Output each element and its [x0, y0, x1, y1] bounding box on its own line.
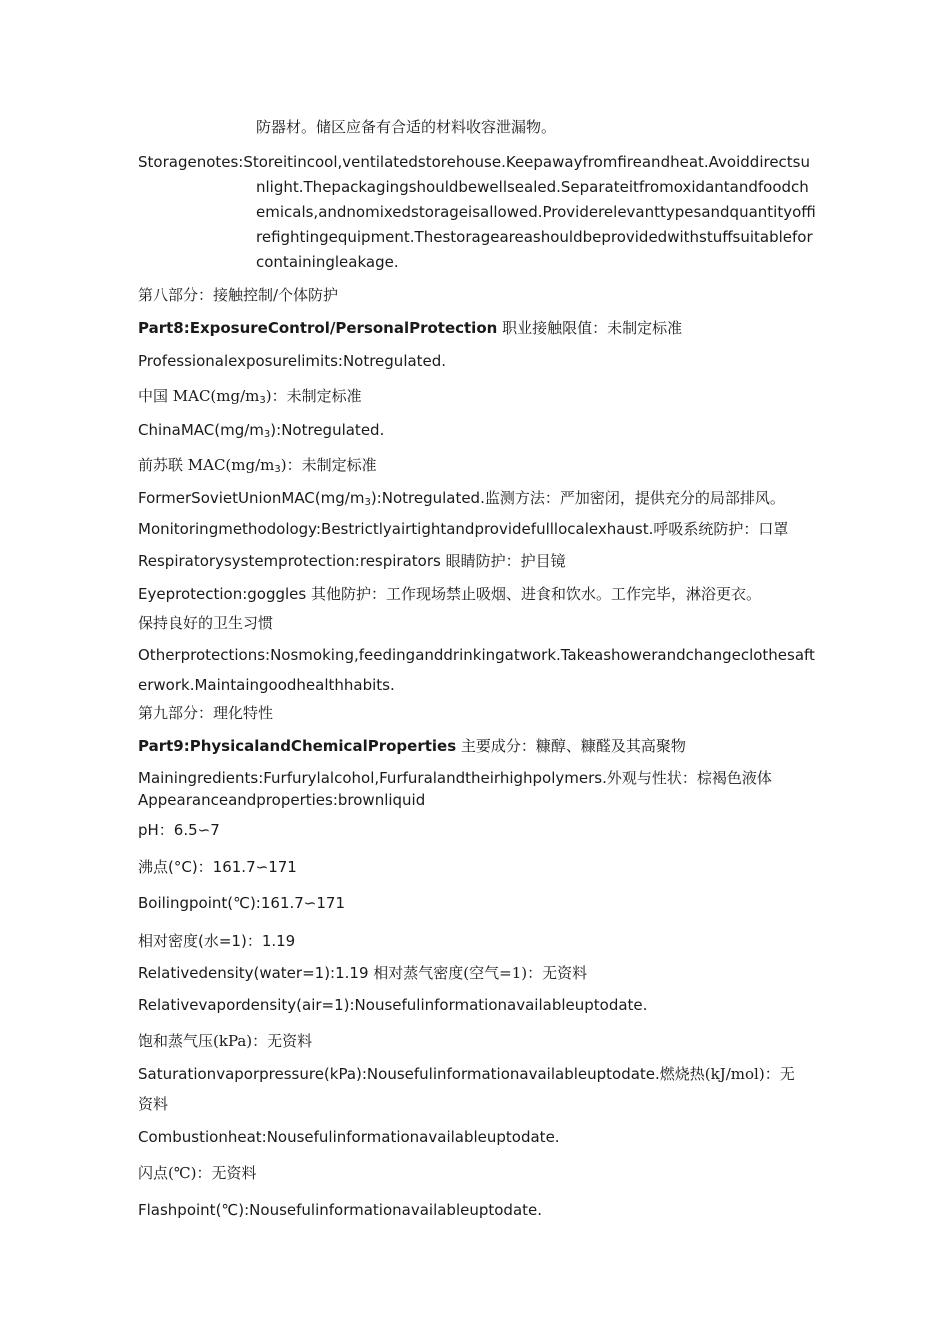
saturation-pressure-zh: 饱和蒸气压(kPa)：无资料 [138, 1032, 313, 1050]
flash-point-en: Flashpoint(℃):Nousefulinformationavailableuptodate. [138, 1201, 543, 1219]
china-mac-zh-value: )：未制定标准 [265, 387, 362, 405]
section9-title-en: Part9:PhysicalandChemicalProperties [138, 737, 457, 755]
storage-notes-en-line3: emicals,andnomixedstorageisallowed.Providerelevanttypesandquantityoffi [256, 203, 816, 221]
other-protection-en: Otherprotections:Nosmoking,feedinganddrinkingatwork.Takeashowerandchangeclothesaft [138, 646, 815, 664]
china-mac-zh-label: 中国 MAC(mg/m [138, 387, 260, 405]
exposure-limits-zh: 职业接触限值：未制定标准 [502, 319, 683, 337]
superscript: 3 [259, 395, 266, 406]
section8-heading-en [138, 318, 682, 338]
monitoring-en [138, 519, 788, 539]
eye-protection-zh: 眼睛防护：护目镜 [445, 552, 566, 570]
vapor-density-zh: 相对蒸气密度(空气=1)：无资料 [373, 964, 588, 982]
vapor-density-en: Relativevapordensity(air=1):Nousefulinformationavailableuptodate. [138, 996, 648, 1014]
combustion-heat-zh: 燃烧热(kJ/mol)：无 [659, 1065, 795, 1083]
main-ingredients-en [138, 768, 772, 788]
appearance-zh: 外观与性状：棕褐色液体 [606, 769, 772, 787]
main-ingredients-zh: 主要成分：糠醇、糠醛及其高聚物 [460, 737, 686, 755]
relative-density-en-text: Relativedensity(water=1):1.19 [138, 964, 369, 982]
other-protection-en-cont: erwork.Maintaingoodhealthhabits. [138, 676, 395, 694]
other-protection-zh-cont: 保持良好的卫生习惯 [138, 614, 274, 632]
combustion-heat-en: Combustionheat:Nousefulinformationavailableuptodate. [138, 1128, 560, 1146]
ussr-mac-zh-label: 前苏联 MAC(mg/m [138, 456, 275, 474]
monitoring-zh: 监测方法：严加密闭，提供充分的局部排风。 [484, 489, 785, 507]
china-mac-en-label: ChinaMAC(mg/m [138, 421, 264, 439]
ussr-mac-en-label: FormerSovietUnionMAC(mg/m [138, 489, 365, 507]
ussr-mac-en [138, 488, 785, 513]
respiratory-en [138, 551, 566, 571]
storage-notes-en: Storagenotes:Storeitincool,ventilatedstorehouse.Keepawayfromfireandheat.Avoiddirectsu [138, 153, 810, 171]
eye-protection-en-text: Eyeprotection:goggles [138, 585, 307, 603]
china-mac-en [138, 420, 384, 445]
eye-protection-en [138, 584, 761, 604]
main-ingredients-en-text: Mainingredients:Furfurylalcohol,Furfuralandtheirhighpolymers. [138, 769, 607, 787]
monitoring-en-text: Monitoringmethodology:Bestrictlyairtightandprovidefulllocalexhaust. [138, 520, 654, 538]
boiling-point-zh: 沸点(°C)：161.7∽171 [138, 858, 297, 876]
superscript: 3 [274, 464, 281, 475]
ph-value: pH：6.5∽7 [138, 821, 220, 839]
storage-notes-en-line5: containingleakage. [256, 253, 399, 271]
appearance-en: Appearanceandproperties:brownliquid [138, 791, 426, 809]
relative-density-zh: 相对密度(水=1)：1.19 [138, 932, 296, 950]
boiling-point-en: Boilingpoint(℃):161.7∽171 [138, 894, 345, 912]
china-mac-zh [138, 386, 362, 411]
saturation-pressure-en-text: Saturationvaporpressure(kPa):Nousefulinformationavailableuptodate. [138, 1065, 660, 1083]
superscript: 3 [364, 497, 371, 508]
respiratory-zh: 呼吸系统防护：口罩 [653, 520, 789, 538]
combustion-heat-zh-cont: 资料 [138, 1095, 169, 1113]
section9-heading-en [138, 736, 686, 756]
exposure-limits-en: Professionalexposurelimits:Notregulated. [138, 352, 447, 370]
china-mac-en-value: ):Notregulated. [270, 421, 385, 439]
storage-note-zh-cont: 防器材。储区应备有合适的材料收容泄漏物。 [256, 118, 557, 136]
flash-point-zh: 闪点(℃)：无资料 [138, 1164, 257, 1182]
ussr-mac-zh-value: )：未制定标准 [280, 456, 377, 474]
superscript: 3 [263, 429, 271, 440]
storage-notes-en-line4: refightingequipment.Thestorageareashouldbeprovidedwithstuffsuitablefor [256, 228, 813, 246]
storage-notes-en-line2: nlight.Thepackagingshouldbewellsealed.Separateitfromoxidantandfoodch [256, 178, 809, 196]
ussr-mac-en-value: ):Notregulated. [370, 489, 485, 507]
section9-heading-zh: 第九部分：理化特性 [138, 704, 274, 722]
relative-density-en [138, 963, 587, 983]
other-protection-zh: 其他防护：工作现场禁止吸烟、进食和饮水。工作完毕，淋浴更衣。 [311, 585, 762, 603]
section8-heading-zh: 第八部分：接触控制/个体防护 [138, 286, 339, 304]
ussr-mac-zh [138, 455, 377, 480]
respiratory-en-text: Respiratorysystemprotection:respirators [138, 552, 441, 570]
section8-title-en: Part8:ExposureControl/PersonalProtection [138, 319, 498, 337]
saturation-pressure-en [138, 1064, 795, 1084]
